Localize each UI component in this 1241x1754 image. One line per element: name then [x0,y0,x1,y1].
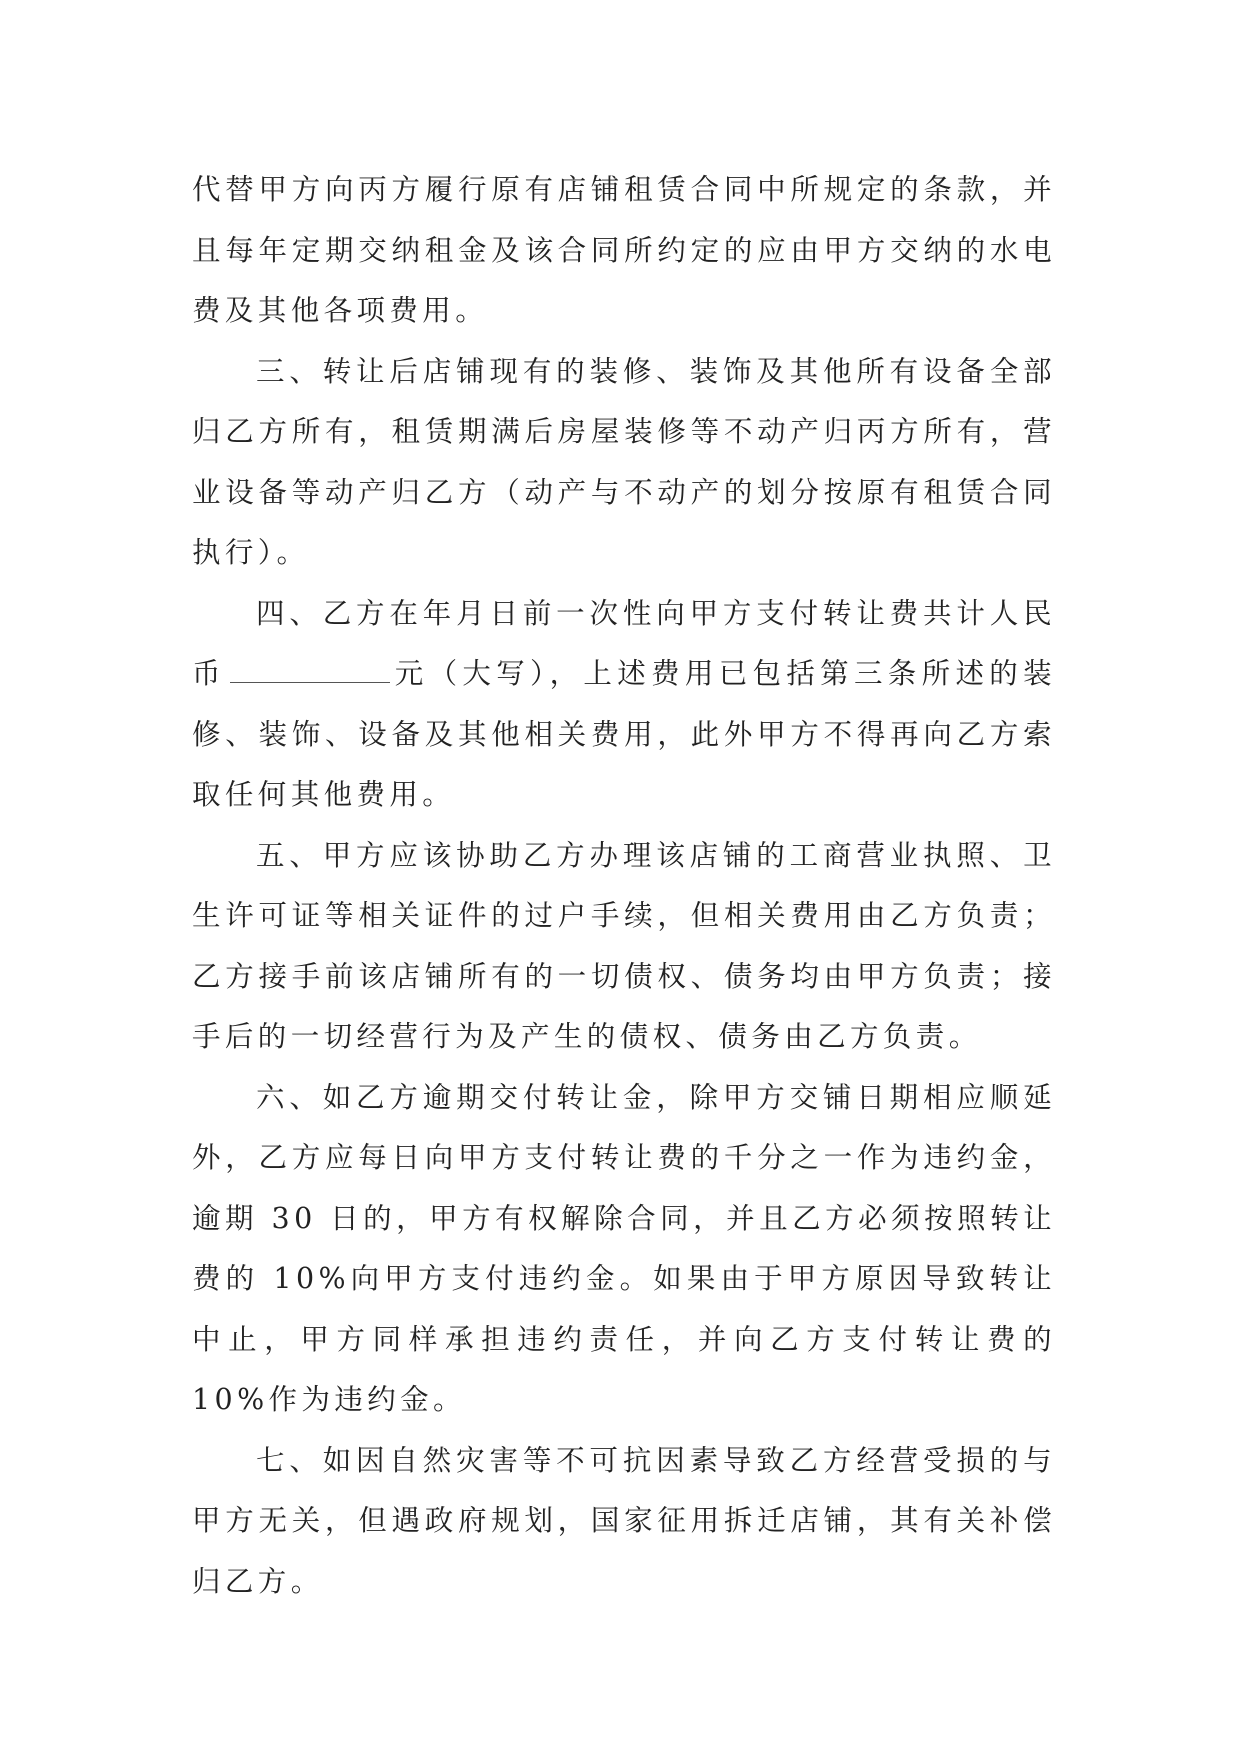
amount-blank-line [230,660,390,683]
paragraph-clause-5: 五、甲方应该协助乙方办理该店铺的工商营业执照、卫生许可证等相关证件的过户手续，但相关费用由乙方负责；乙方接手前该店铺所有的一切债权、债务均由甲方负责；接手后的一切经营行为及产生的债权、债务由乙方负责。 [192,838,1056,1053]
clause-4-text-after: 元（大写），上述费用已包括第三条所述的装修、装饰、设备及其他相关费用，此外甲方不得再向乙方索取任何其他费用。 [192,657,1056,811]
document-body [192,160,1056,1612]
paragraph-continuation: 代替甲方向丙方履行原有店铺租赁合同中所规定的条款，并且每年定期交纳租金及该合同所约定的应由甲方交纳的水电费及其他各项费用。 [192,173,1056,327]
paragraph-clause-4 [192,584,1056,826]
clause-4-text-before: 四、乙方在年月日前一次性向甲方支付转让费共计人民币 [192,596,1056,690]
paragraph-clause-6: 六、如乙方逾期交付转让金，除甲方交铺日期相应顺延外，乙方应每日向甲方支付转让费的千分之一作为违约金，逾期 30 日的，甲方有权解除合同，并且乙方必须按照转让费的 10%向甲方支付违约金。如果由于甲方原因导致转让中止，甲方同样承担违约责任，并向乙方支付转让费的 10%作为违约金。 [192,1080,1056,1416]
paragraph-clause-7: 七、如因自然灾害等不可抗因素导致乙方经营受损的与甲方无关，但遇政府规划，国家征用拆迁店铺，其有关补偿归乙方。 [192,1443,1056,1598]
paragraph-clause-3: 三、转让后店铺现有的装修、装饰及其他所有设备全部归乙方所有，租赁期满后房屋装修等不动产归丙方所有，营业设备等动产归乙方（动产与不动产的划分按原有租赁合同执行）。 [192,354,1056,569]
